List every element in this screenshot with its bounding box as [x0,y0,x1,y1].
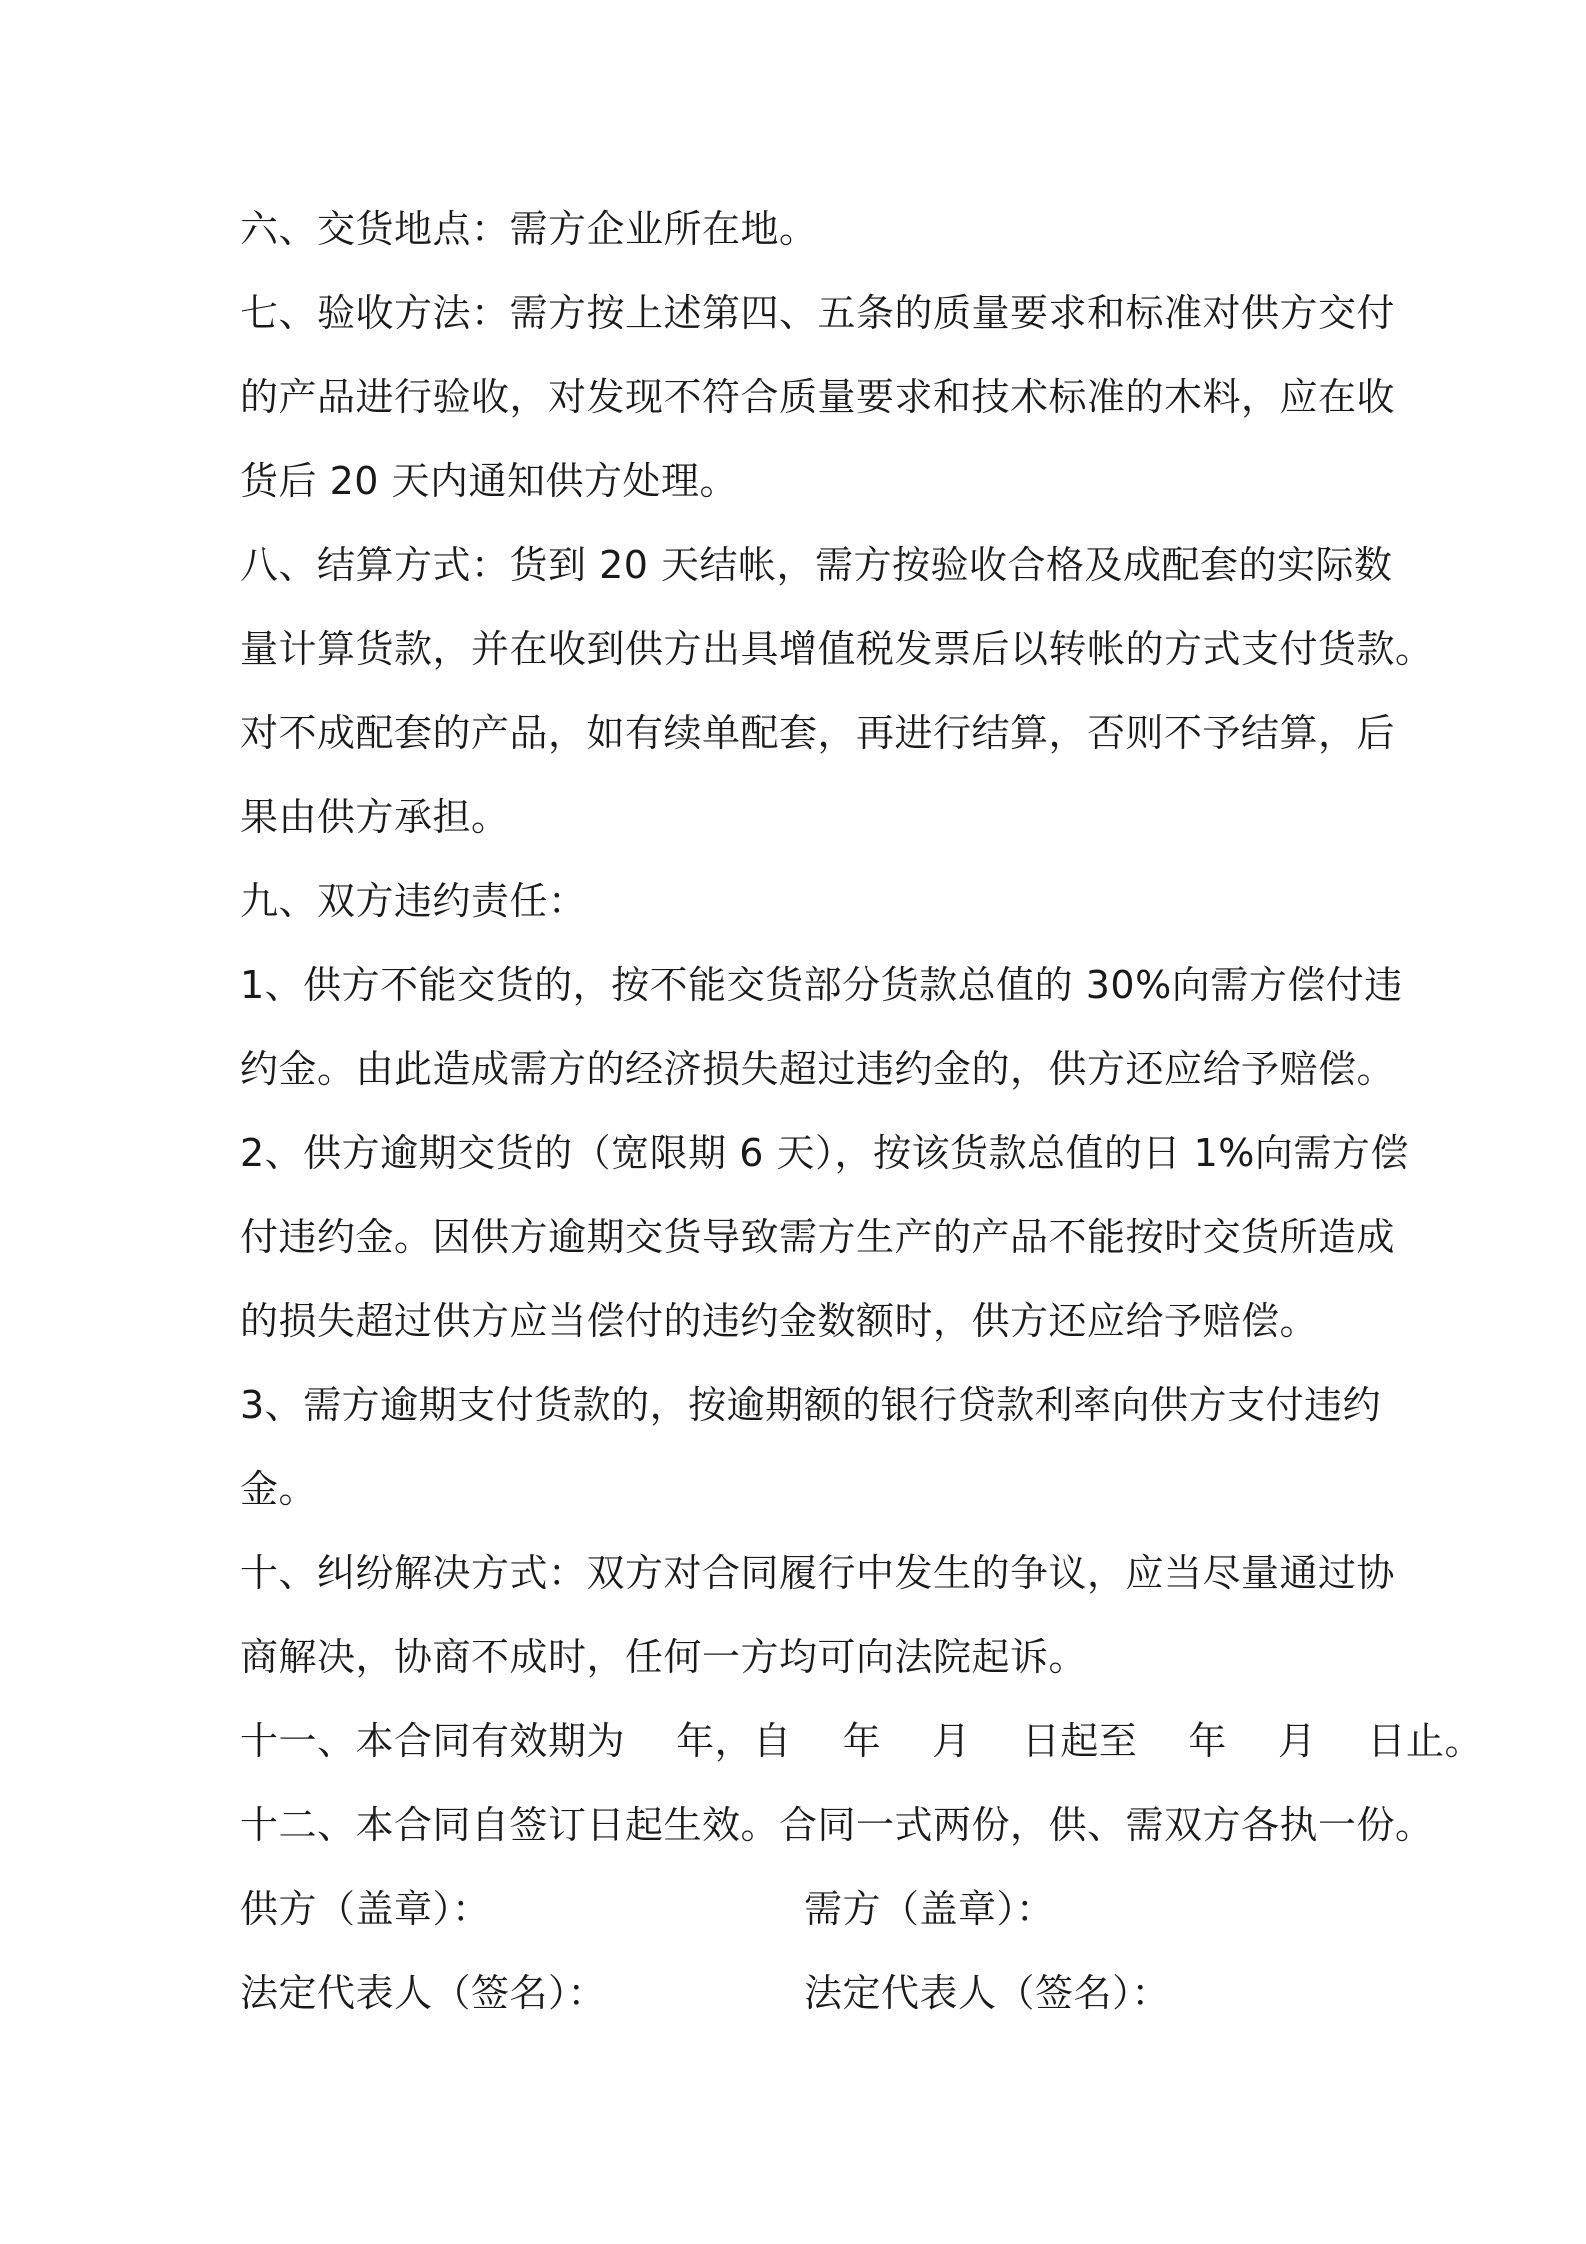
supplier-seal-label: 供方（盖章）： [240,1887,491,1931]
clause-10-line-2: 商解决，协商不成时，任何一方均可向法院起诉。 [240,1635,1088,1679]
buyer-representative-label: 法定代表人（签名）： [804,1971,1171,2015]
clause-7-line-2: 的产品进行验收，对发现不符合质量要求和技术标准的木料，应在收 [240,375,1396,419]
clause-9-heading: 九、双方违约责任： [240,879,587,923]
clause-9-3-line-1: 3、需方逾期支付货款的，按逾期额的银行贷款利率向供方支付违约 [240,1383,1382,1427]
clause-9-1-line-1: 1、供方不能交货的，按不能交货部分货款总值的 30%向需方偿付违 [240,963,1403,1007]
clause-8-line-3: 对不成配套的产品，如有续单配套，再进行结算，否则不予结算，后 [240,711,1396,755]
clause-10-line-1: 十、纠纷解决方式：双方对合同履行中发生的争议，应当尽量通过协 [240,1551,1396,1595]
clause-8-line-4: 果由供方承担。 [240,795,510,839]
clause-9-2-line-3: 的损失超过供方应当偿付的违约金数额时，供方还应给予赔偿。 [240,1299,1319,1343]
clause-9-1-line-2: 约金。由此造成需方的经济损失超过违约金的，供方还应给予赔偿。 [240,1047,1396,1091]
supplier-representative-label: 法定代表人（签名）： [240,1971,607,2015]
clause-11-line: 十一、本合同有效期为 年，自 年 月 日起至 年 月 日止。 [240,1719,1484,1763]
clause-9-3-line-2: 金。 [240,1467,318,1511]
clause-7-line-3: 货后 20 天内通知供方处理。 [240,459,739,503]
clause-8-line-2: 量计算货款，并在收到供方出具增值税发票后以转帐的方式支付货款。 [240,627,1434,671]
buyer-seal-label: 需方（盖章）： [804,1887,1055,1931]
clause-12-line: 十二、本合同自签订日起生效。合同一式两份，供、需双方各执一份。 [240,1803,1434,1847]
clause-7-line-1: 七、验收方法：需方按上述第四、五条的质量要求和标准对供方交付 [240,291,1396,335]
clause-9-2-line-2: 付违约金。因供方逾期交货导致需方生产的产品不能按时交货所造成 [240,1215,1396,1259]
clause-9-2-line-1: 2、供方逾期交货的（宽限期 6 天），按该货款总值的日 1%向需方偿 [240,1131,1409,1175]
clause-6-line: 六、交货地点：需方企业所在地。 [240,207,818,251]
clause-8-line-1: 八、结算方式：货到 20 天结帐，需方按验收合格及成配套的实际数 [240,543,1393,587]
